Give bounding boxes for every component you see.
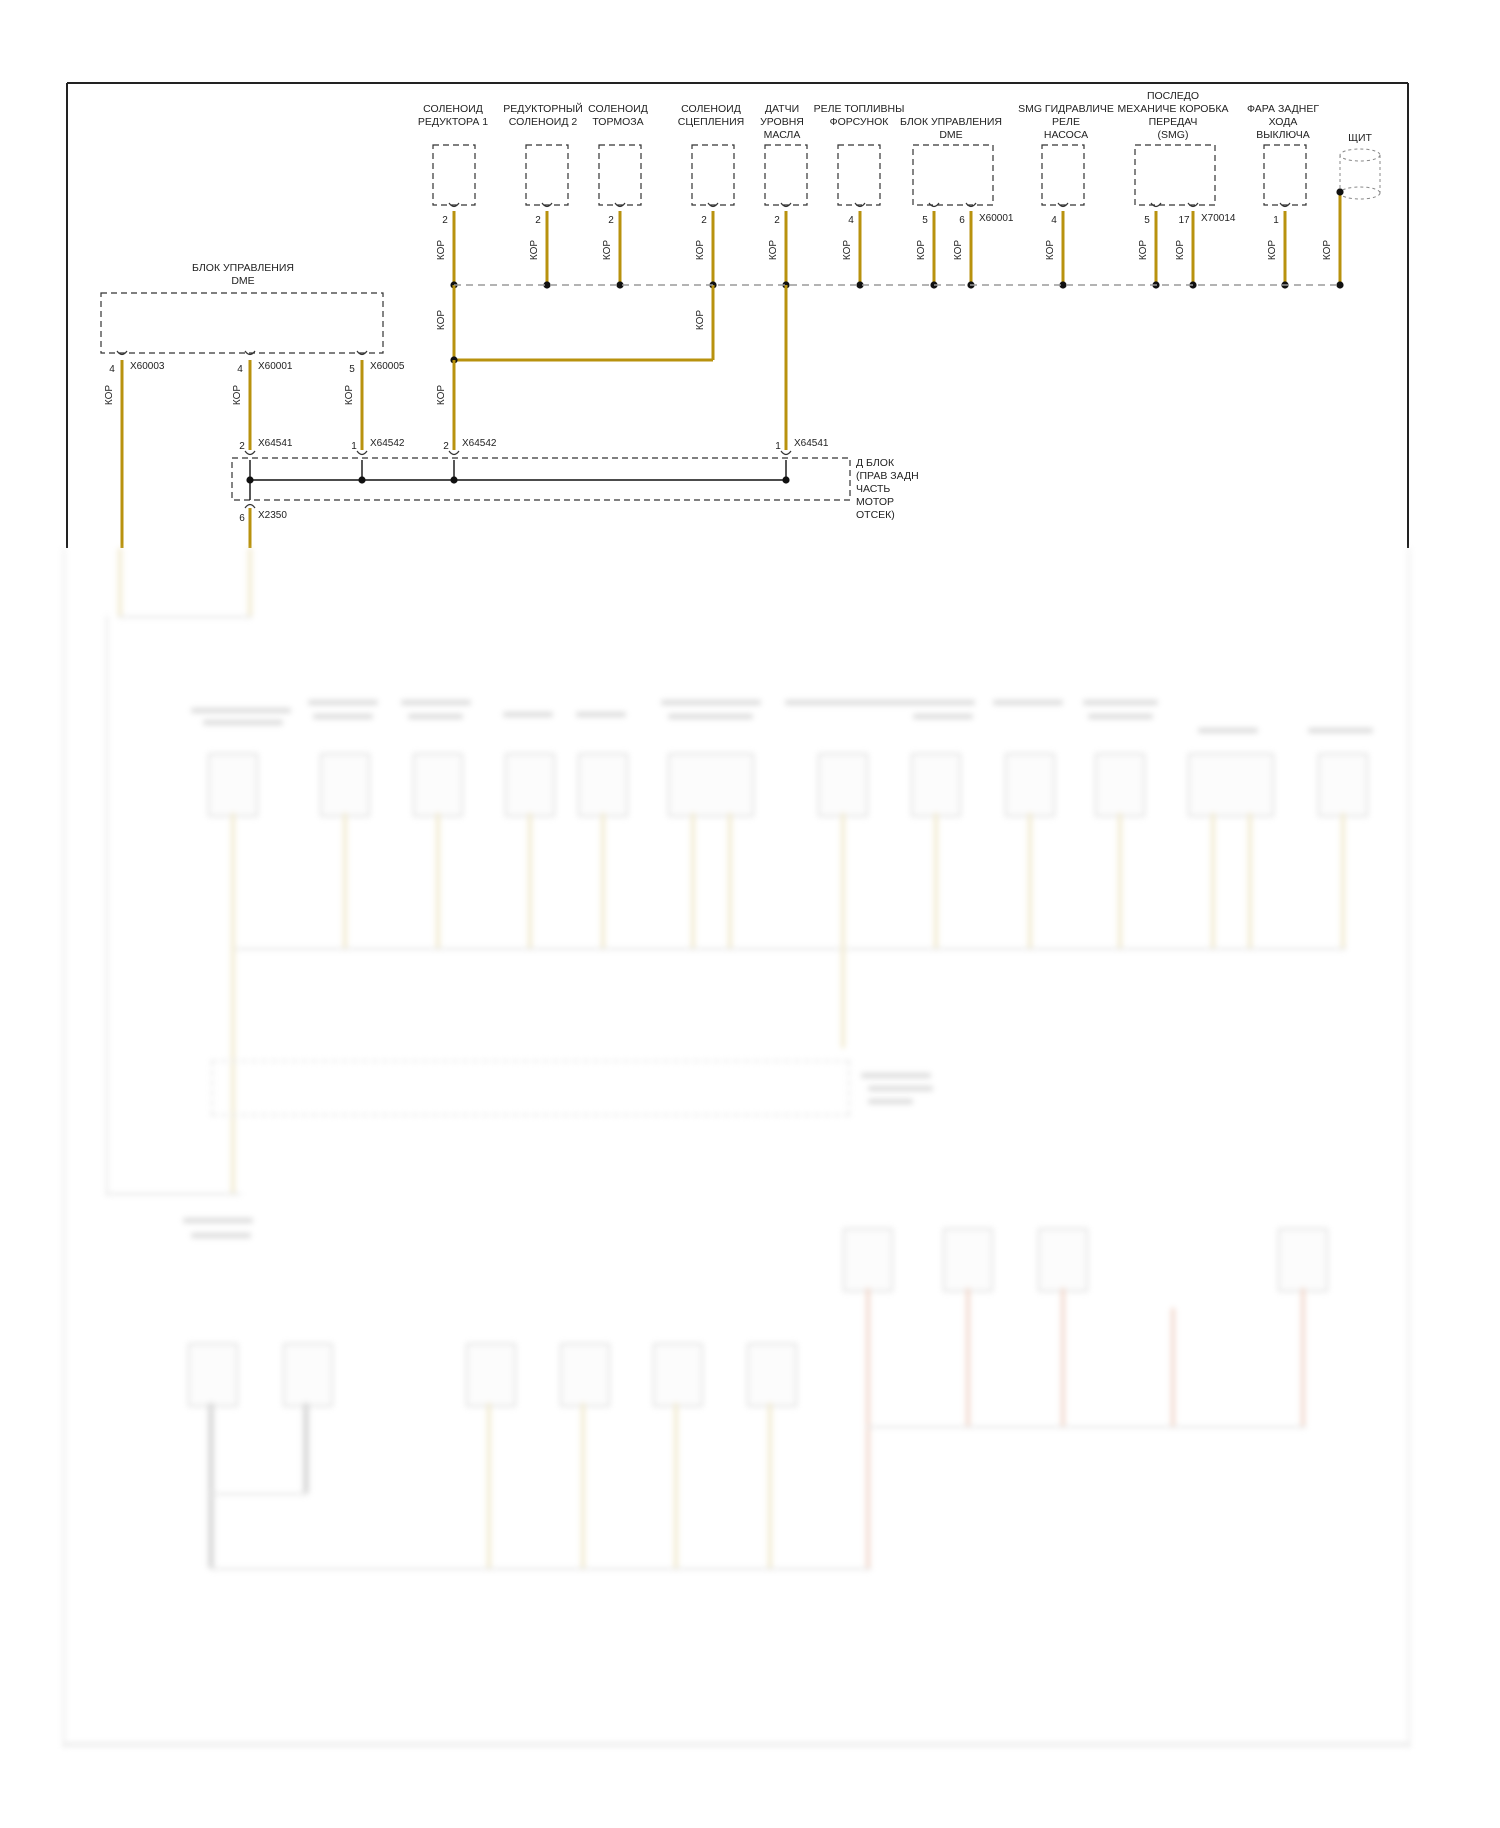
feeder-left-2-label: КОР [436,384,447,406]
component-oil-box [765,145,807,205]
d-block-label-line-3: ЧАСТЬ [856,483,891,495]
d-block-pin-3: 2 [443,441,449,452]
component-smg-wire-label-1: КОР [1138,239,1149,261]
component-dme2-wire-label-1: КОР [916,239,927,261]
component-sol2-label-line-1: РЕДУКТОРНЫЙ [503,103,583,115]
d-block-pin-mark-3 [449,451,459,455]
component-smg-label-line-1: ПОСЛЕДО [1146,90,1200,102]
dme-left-connector-3: X60005 [370,361,405,372]
component-sol4-pin-1: 2 [701,215,707,226]
component-sol4-label-line-1: СОЛЕНОИД [681,103,741,115]
component-smg-box [1135,145,1215,205]
component-fuel-label-line-1: РЕЛЕ ТОПЛИВНЫ [813,103,905,115]
component-fuel-wire-label-1: КОР [842,239,853,261]
component-sol1-label-line-1: СОЛЕНОИД [423,103,483,115]
component-smg-connector: X70014 [1201,213,1236,224]
component-sol1-wire-label-1: КОР [436,239,447,261]
component-sol2-label-line-2: СОЛЕНОИД 2 [508,116,578,128]
d-block-box [232,458,850,500]
d-block-pin-4: 1 [775,441,781,452]
component-smg-pin-1: 5 [1144,215,1150,226]
component-smg_pump-pin-1: 4 [1051,215,1057,226]
component-smg_pump-box [1042,145,1084,205]
d-block-pin-1: 2 [239,441,245,452]
component-oil-label-line-2: УРОВНЯ [760,116,804,128]
component-fuel-label-line-2: ФОРСУНОК [829,116,889,128]
component-smg-label-line-3: ПЕРЕДАЧ [1148,116,1198,128]
dme-left-pin-3: 5 [349,364,355,375]
component-reverse-box [1264,145,1306,205]
component-dme2-box [913,145,993,205]
blurred-diagram-area [63,548,1413,1748]
d-block-label-line-5: ОТСЕК) [856,509,895,521]
component-dme2-pin-1: 5 [922,215,928,226]
d-block-pin-mark-1 [245,451,255,455]
dme-left-connector-2: X60001 [258,361,293,372]
d-block-connector-4: X64541 [794,438,829,449]
dme-left-label-line-1: БЛОК УПРАВЛЕНИЯ [192,262,294,274]
dme-left-pin-1: 4 [109,364,115,375]
component-dme2-pin-2: 6 [959,215,965,226]
component-reverse-label-line-1: ФАРА ЗАДНЕГ [1246,103,1320,115]
dme-left-connector-1: X60003 [130,361,165,372]
component-smg_pump-wire-label-1: КОР [1045,239,1056,261]
component-dme2-connector: X60001 [979,213,1014,224]
component-dme2-pin-mark-1 [929,203,939,207]
component-sol3-box [599,145,641,205]
component-sol3-wire-label-1: КОР [602,239,613,261]
component-fuel-pin-1: 4 [848,215,854,226]
d-block-bottom-pin: 6 [239,513,245,524]
component-oil-pin-1: 2 [774,215,780,226]
component-sol1-box [433,145,475,205]
d-block-pin-mark-4 [781,451,791,455]
component-sol2-wire-label-1: КОР [529,239,540,261]
d-block-label-line-1: Д БЛОК [856,457,895,469]
component-sol3-label-line-2: ТОРМОЗА [592,116,644,128]
dme-left-wire-3-label: КОР [344,384,355,406]
shield-bottom [1340,187,1380,199]
component-fuel-box [838,145,880,205]
d-block-pin-mark-2 [357,451,367,455]
component-smg_pump-label-line-3: НАСОСА [1043,129,1089,141]
component-reverse-label-line-2: ХОДА [1268,116,1298,128]
component-dme2-label-line-1: БЛОК УПРАВЛЕНИЯ [900,116,1002,128]
component-sol3-pin-1: 2 [608,215,614,226]
component-smg_pump-label-line-1: SMG ГИДРАВЛИЧЕ [1018,103,1114,115]
d-block-connector-1: X64541 [258,438,293,449]
feeder-left-1-label: КОР [436,309,447,331]
dme-left-box [101,293,383,353]
dme-left-wire-1-label: КОР [104,384,115,406]
feeder-sol4-label: КОР [695,309,706,331]
d-block-bottom-pin-mark [245,505,255,509]
diagram-frame [67,83,1408,548]
component-oil-wire-label-1: КОР [768,239,779,261]
component-smg-pin-2: 17 [1178,215,1190,226]
component-oil-label-line-1: ДАТЧИ [764,103,800,115]
component-dme2-label-line-2: DME [939,129,963,141]
shield-wire-label: КОР [1322,239,1333,261]
component-smg-label-line-4: (SMG) [1157,129,1189,141]
d-block-label-line-4: МОТОР [856,496,895,508]
d-block-label-line-2: (ПРАВ ЗАДН [856,470,919,482]
dme-left-pin-2: 4 [237,364,243,375]
shield-icon [1340,149,1380,161]
component-sol4-wire-label-1: КОР [695,239,706,261]
component-oil-label-line-3: МАСЛА [763,129,801,141]
shield-splice-top [1336,188,1343,195]
component-smg-label-line-2: МЕХАНИЧЕ КОРОБКА [1117,103,1229,115]
component-shield-label-line-1: ЩИТ [1348,132,1372,144]
component-sol4-label-line-2: СЦЕПЛЕНИЯ [677,116,745,128]
component-reverse-label-line-3: ВЫКЛЮЧА [1256,129,1310,141]
dme-left-label-line-2: DME [231,275,255,287]
component-sol4-box [692,145,734,205]
component-sol1-label-line-2: РЕДУКТОРА 1 [417,116,489,128]
d-block-connector-3: X64542 [462,438,497,449]
component-smg-pin-mark-1 [1151,203,1161,207]
component-reverse-pin-1: 1 [1273,215,1279,226]
d-block-connector-2: X64542 [370,438,405,449]
component-smg-wire-label-2: КОР [1175,239,1186,261]
component-sol3-label-line-1: СОЛЕНОИД [588,103,648,115]
component-reverse-wire-label-1: КОР [1267,239,1278,261]
d-block-pin-2: 1 [351,441,357,452]
component-sol1-pin-1: 2 [442,215,448,226]
component-sol2-pin-1: 2 [535,215,541,226]
component-smg_pump-label-line-2: РЕЛЕ [1052,116,1080,128]
component-dme2-wire-label-2: КОР [953,239,964,261]
d-block-bottom-connector: X2350 [258,510,287,521]
dme-left-wire-2-label: КОР [232,384,243,406]
component-sol2-box [526,145,568,205]
